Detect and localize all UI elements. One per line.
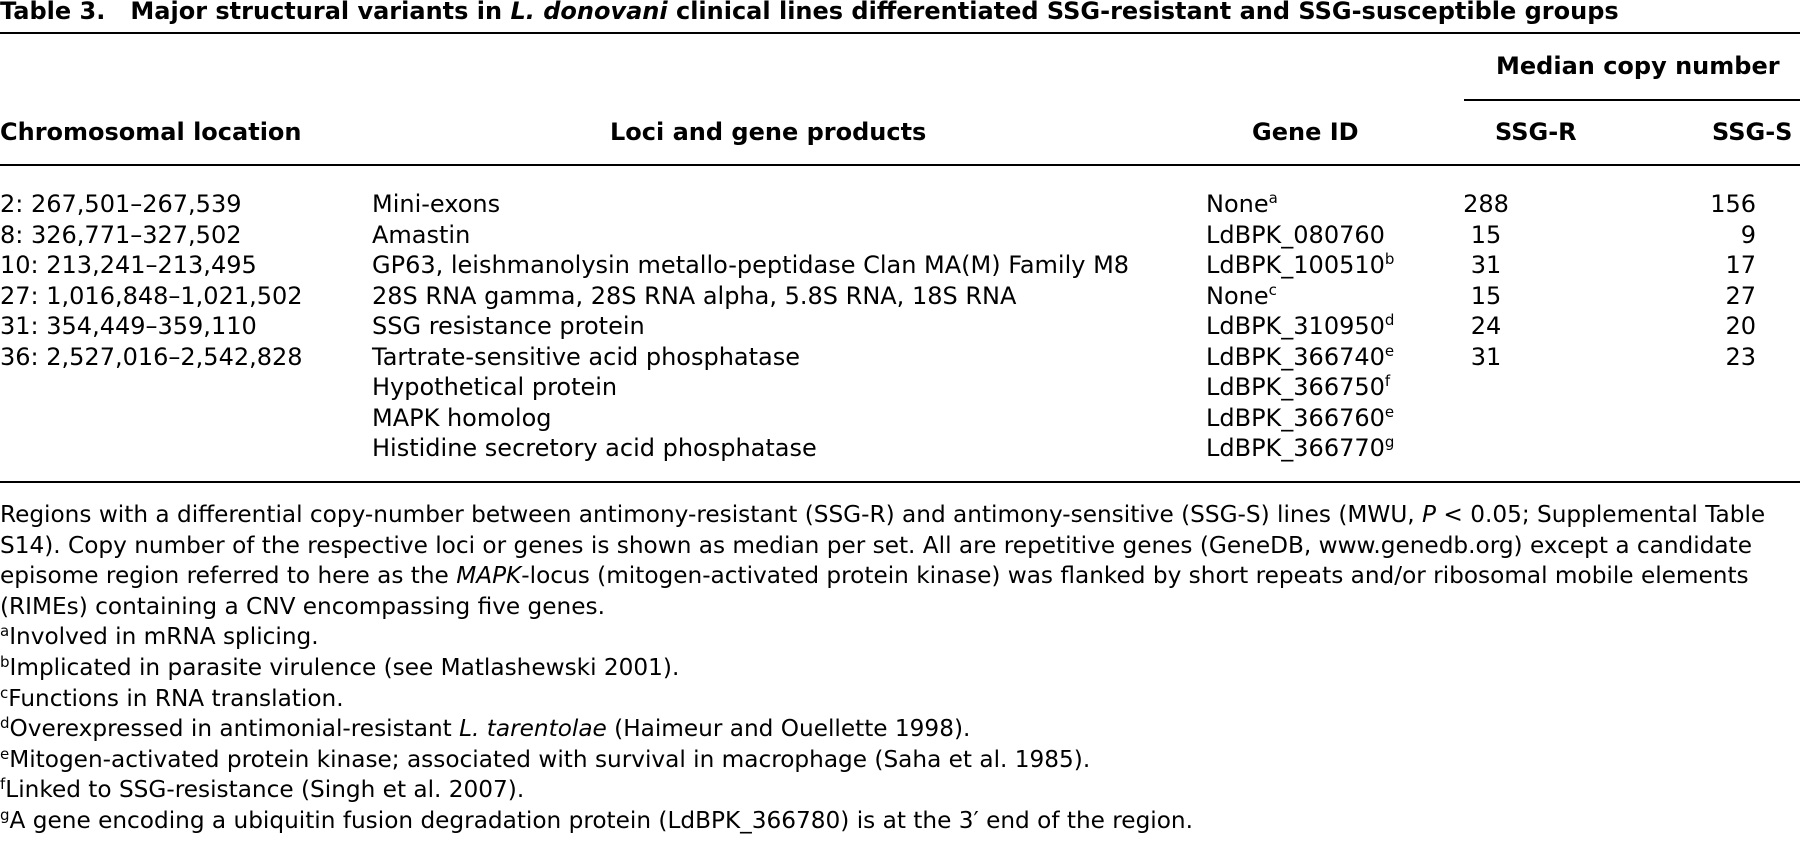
cell-gene-id: None$^a$ — [1206, 189, 1278, 218]
footnote-d: $^d$Overexpressed in antimonial-resistant L. tarentolae (Haimeur and Ouellette 1998). — [0, 714, 971, 743]
cell-product: Mini-exons — [372, 190, 501, 218]
caption-text-after: clinical lines differentiated SSG-resistant and SSG-susceptible groups — [667, 0, 1619, 25]
cell-ssg-s: 17 — [1725, 251, 1756, 279]
median-group-rule — [1464, 99, 1800, 101]
footnote-c: $^c$Functions in RNA translation. — [0, 683, 344, 712]
cell-location: 36: 2,527,016–2,542,828 — [0, 343, 303, 371]
cell-ssg-r: 15 — [1470, 282, 1502, 310]
cell-product: Histidine secretory acid phosphatase — [372, 434, 817, 462]
footnote-marker: c — [1268, 281, 1277, 299]
cell-product: Tartrate-sensitive acid phosphatase — [372, 343, 801, 371]
cell-location: 31: 354,449–359,110 — [0, 312, 257, 340]
footnote-e: $^e$Mitogen-activated protein kinase; associated with survival in macrophage (Saha et al. 1985). — [0, 744, 1091, 773]
header-ssg-s: SSG-S — [1712, 118, 1793, 146]
cell-gene-id: LdBPK_366770$^g$ — [1206, 433, 1395, 462]
cell-gene-id: LdBPK_100510$^b$ — [1206, 250, 1395, 279]
header-loci-gene-products: Loci and gene products — [610, 118, 927, 146]
header-gene-id: Gene ID — [1252, 118, 1359, 146]
cell-gene-id: None$^c$ — [1206, 281, 1277, 310]
header-chromosomal-location: Chromosomal location — [0, 118, 302, 146]
cell-ssg-r: 288 — [1463, 190, 1509, 218]
cell-gene-id: LdBPK_310950$^d$ — [1206, 311, 1395, 340]
footnote-marker: d — [1384, 311, 1395, 329]
cell-ssg-r: 15 — [1470, 221, 1502, 249]
cell-gene-id: LdBPK_366760e — [1206, 403, 1395, 432]
caption-species: L. donovani — [510, 0, 668, 25]
cell-gene-id: LdBPK_080760 — [1206, 221, 1385, 249]
table-label: Table 3. — [0, 0, 106, 25]
cell-ssg-s: 27 — [1725, 282, 1756, 310]
cell-gene-id: LdBPK_366740e — [1206, 342, 1395, 371]
cell-product: SSG resistance protein — [372, 312, 645, 340]
footnote-f: $^f$Linked to SSG-resistance (Singh et al. 2007). — [0, 775, 525, 804]
cell-ssg-s: 23 — [1725, 343, 1756, 371]
cell-location: 2: 267,501–267,539 — [0, 190, 242, 218]
cell-location: 8: 326,771–327,502 — [0, 221, 242, 249]
cell-ssg-s: 9 — [1740, 221, 1756, 249]
cell-product: 28S RNA gamma, 28S RNA alpha, 5.8S RNA, 18S RNA — [372, 282, 1017, 310]
footnote-b: $^b$Implicated in parasite virulence (see Matlashewski 2001). — [0, 652, 680, 681]
footnote-marker: g — [1384, 433, 1395, 451]
header-median-copy-number: Median copy number — [1496, 52, 1780, 80]
cell-location: 10: 213,241–213,495 — [0, 251, 257, 279]
top-rule — [0, 32, 1800, 34]
table-caption — [0, 0, 1619, 28]
cell-ssg-s: 20 — [1725, 312, 1756, 340]
cell-product: MAPK homolog — [372, 404, 552, 432]
cell-ssg-r: 31 — [1470, 251, 1502, 279]
footnote-marker: a — [1268, 189, 1278, 207]
footnote-marker: f — [1384, 372, 1391, 390]
table-note-main: Regions with a differential copy-number between antimony-resistant (SSG-R) and antimony-sensitive (SSG-S) lines (MWU, P < 0.05; Supplemental Table S14). Copy number of the respective loci or genes is shown as median per set. All are repetitive genes (GeneDB, www.genedb.org) except a candidate episome region referred to here as the MAPK-locus (mitogen-activated protein kinase) was flanked by short repeats and/or ribosomal mobile elements (RIMEs) containing a CNV encompassing five genes. — [0, 501, 1766, 620]
cell-product: GP63, leishmanolysin metallo-peptidase Clan MA(M) Family M8 — [372, 251, 1130, 279]
bottom-rule — [0, 481, 1800, 483]
header-ssg-r: SSG-R — [1495, 118, 1577, 146]
cell-ssg-r: 24 — [1470, 312, 1502, 340]
cell-ssg-s: 156 — [1710, 190, 1756, 218]
caption-text-before: Major structural variants in — [130, 0, 511, 25]
footnote-marker: b — [1384, 250, 1395, 268]
cell-product: Amastin — [372, 221, 471, 249]
header-rule — [0, 164, 1800, 166]
cell-gene-id: LdBPK_366750$^f$ — [1206, 372, 1391, 401]
footnote-g: $^g$A gene encoding a ubiquitin fusion degradation protein (LdBPK_366780) is at the 3′ end of the region. — [0, 805, 1193, 834]
footnote-marker: e — [1384, 403, 1395, 421]
cell-product: Hypothetical protein — [372, 373, 618, 401]
cell-location: 27: 1,016,848–1,021,502 — [0, 282, 303, 310]
footnote-marker: e — [1384, 342, 1395, 360]
footnote-a: $^a$Involved in mRNA splicing. — [0, 622, 319, 651]
cell-ssg-r: 31 — [1470, 343, 1502, 371]
table-footnotes — [0, 500, 1800, 837]
